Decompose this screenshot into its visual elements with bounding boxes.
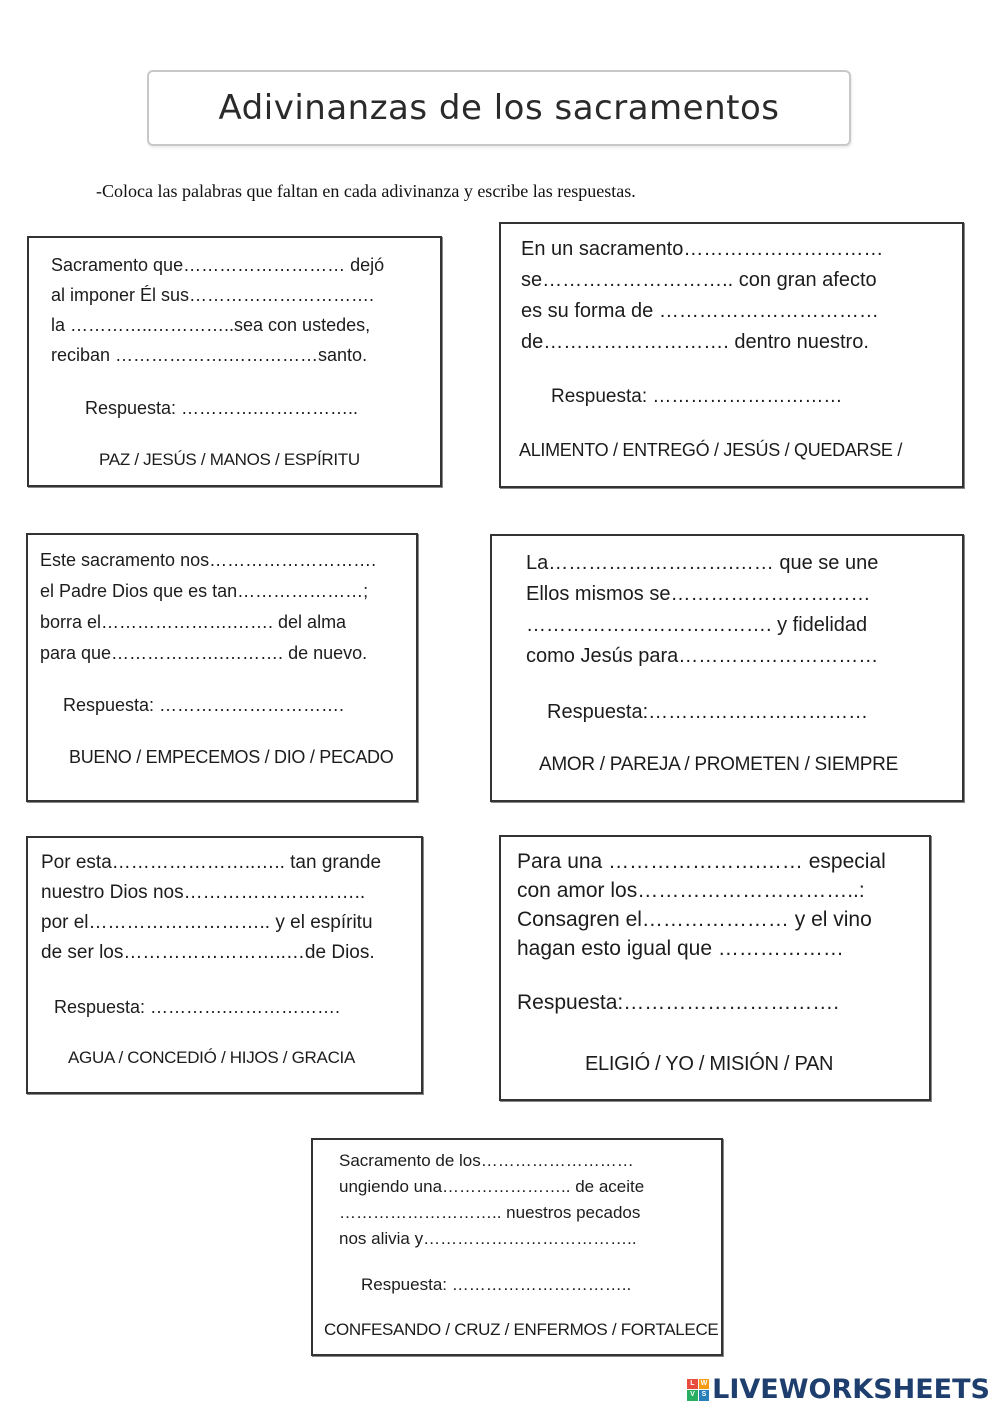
title-box bbox=[147, 70, 851, 146]
page-title: Adivinanzas de los sacramentos bbox=[218, 88, 780, 128]
riddle-line: En un sacramento………………………… bbox=[521, 238, 884, 260]
riddle-line: al imponer Él sus…………………………. bbox=[51, 285, 375, 305]
riddle-card-4 bbox=[490, 534, 964, 802]
word-options: CONFESANDO / CRUZ / ENFERMOS / FORTALECE bbox=[324, 1320, 719, 1339]
riddle-line: nos alivia y……………………………….. bbox=[339, 1229, 637, 1248]
word-options: ELIGIÓ / YO / MISIÓN / PAN bbox=[585, 1053, 834, 1075]
riddle-line: Ellos mismos se………………………… bbox=[526, 583, 871, 605]
riddle-line: para que……………….………. de nuevo. bbox=[40, 643, 368, 663]
word-options: AMOR / PAREJA / PROMETEN / SIEMPRE bbox=[539, 754, 898, 775]
riddle-line: por el……………………….. y el espíritu bbox=[41, 912, 373, 933]
answer-line[interactable]: Respuesta: ………………………….. bbox=[361, 1275, 632, 1294]
riddle-line: nuestro Dios nos……………………….. bbox=[41, 882, 366, 903]
riddle-line: se……………………….. con gran afecto bbox=[521, 269, 877, 291]
word-options: BUENO / EMPECEMOS / DIO / PECADO bbox=[69, 747, 394, 767]
riddle-card-1 bbox=[27, 236, 442, 487]
riddle-line: de ser los……………………..…de Dios. bbox=[41, 942, 375, 963]
riddle-line: ………………………………. y fidelidad bbox=[526, 614, 868, 636]
riddle-line: Sacramento que……………………… dejó bbox=[51, 255, 385, 275]
logo-text: LIVEWORKSHEETS bbox=[712, 1374, 990, 1405]
riddle-line: ……………………….. nuestros pecados bbox=[339, 1203, 641, 1222]
word-options: ALIMENTO / ENTREGÓ / JESÚS / QUEDARSE / bbox=[519, 440, 903, 460]
riddle-card-2 bbox=[499, 222, 964, 488]
answer-line[interactable]: Respuesta:…………………………… bbox=[547, 701, 869, 723]
logo-mark-cell: L bbox=[687, 1379, 698, 1390]
logo-mark-cell: V bbox=[687, 1390, 698, 1401]
logo-mark-cell: W bbox=[699, 1379, 710, 1390]
riddle-line: hagan esto igual que ……………… bbox=[517, 937, 844, 960]
word-options: AGUA / CONCEDIÓ / HIJOS / GRACIA bbox=[68, 1048, 356, 1067]
logo-mark-cell: S bbox=[699, 1390, 710, 1401]
riddle-line: es su forma de …………………………… bbox=[521, 300, 879, 322]
riddle-card-7 bbox=[311, 1138, 723, 1356]
answer-line[interactable]: Respuesta: ………………………… bbox=[551, 386, 843, 407]
riddle-line: como Jesús para………………………… bbox=[526, 645, 879, 667]
riddle-line: con amor los…………………………..: bbox=[517, 879, 865, 902]
word-options: PAZ / JESÚS / MANOS / ESPÍRITU bbox=[99, 450, 360, 469]
riddle-card-3 bbox=[26, 533, 418, 802]
instruction-text: -Coloca las palabras que faltan en cada adivinanza y escribe las respuestas. bbox=[96, 181, 636, 201]
riddle-line: el Padre Dios que es tan…………………; bbox=[40, 581, 369, 601]
liveworksheets-logo bbox=[687, 1374, 990, 1405]
riddle-line: de………………………. dentro nuestro. bbox=[521, 331, 869, 353]
riddle-line: La……………………….…… que se une bbox=[526, 552, 879, 574]
riddle-line: reciban ……………….……………santo. bbox=[51, 345, 368, 365]
answer-line[interactable]: Respuesta: ………….………………. bbox=[54, 997, 341, 1017]
riddle-card-6 bbox=[499, 835, 931, 1101]
answer-line[interactable]: Respuesta: ………….…………….. bbox=[85, 398, 359, 418]
riddle-card-5 bbox=[26, 836, 423, 1094]
answer-line[interactable]: Respuesta: …………………………. bbox=[63, 695, 345, 715]
riddle-line: Sacramento de los……………………… bbox=[339, 1151, 634, 1170]
riddle-line: Este sacramento nos………………………. bbox=[40, 550, 377, 570]
riddle-line: ungiendo una………………….. de aceite bbox=[339, 1177, 645, 1196]
liveworksheets-mark-icon bbox=[687, 1379, 709, 1401]
riddle-line: la …………..…………..sea con ustedes, bbox=[51, 315, 371, 335]
answer-line[interactable]: Respuesta:…………………………. bbox=[517, 991, 840, 1014]
riddle-line: Por esta…………………..….. tan grande bbox=[41, 852, 382, 873]
riddle-line: borra el………………….……. del alma bbox=[40, 612, 347, 632]
riddle-line: Consagren el………………… y el vino bbox=[517, 908, 872, 931]
riddle-line: Para una ………………….…… especial bbox=[517, 850, 886, 873]
